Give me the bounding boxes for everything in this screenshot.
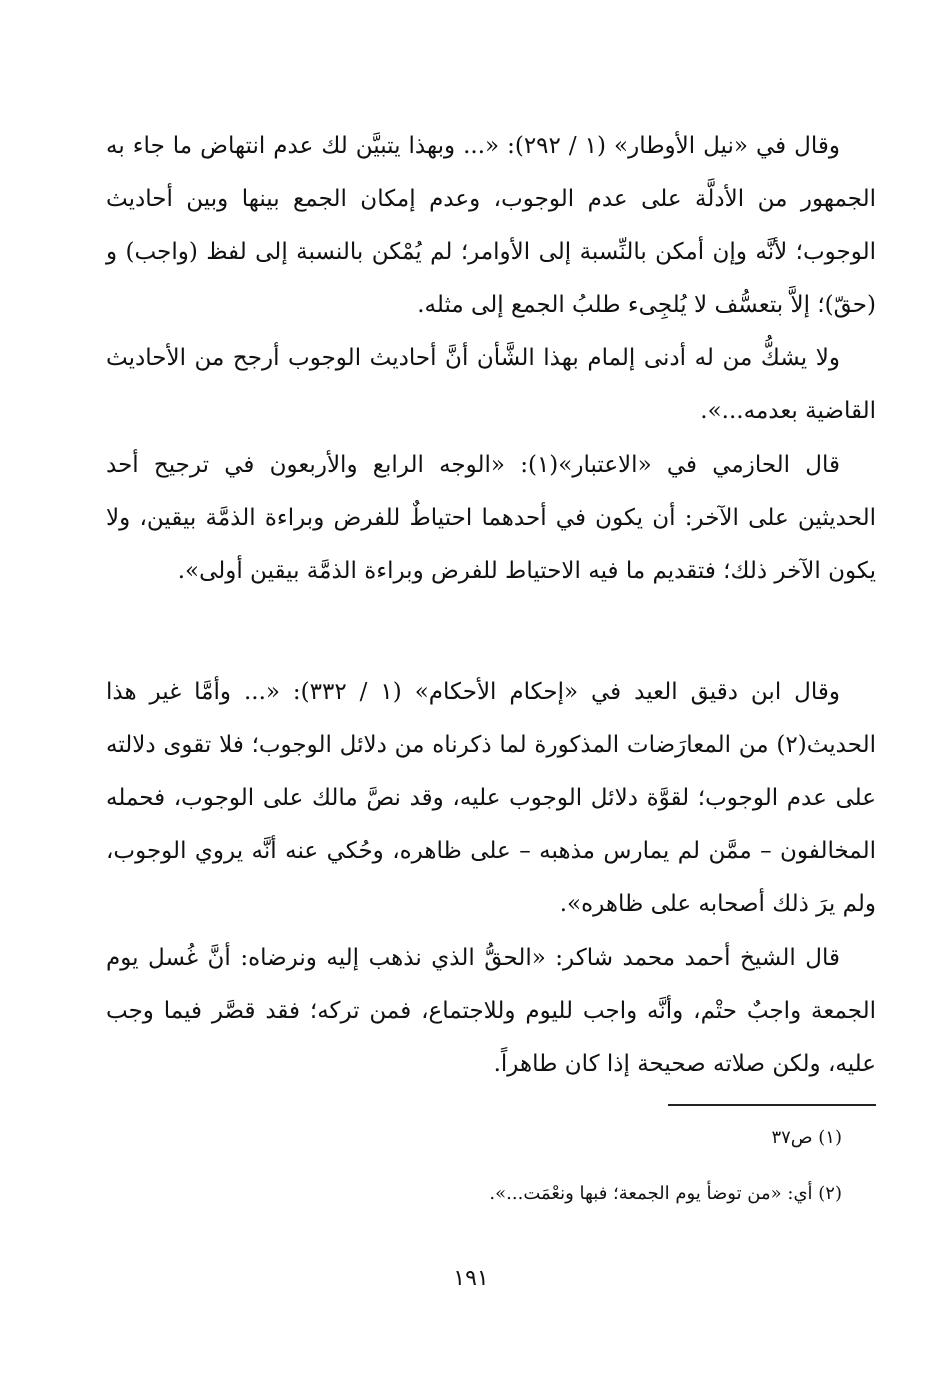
footnote-divider <box>668 1104 876 1106</box>
paragraph-hazimi-itibar-quote <box>106 439 876 598</box>
paragraph-text: قال الحازمي في «الاعتبار»(١): «الوجه الرابع والأربعون في ترجيح أحد الحديثين على الآخر: أن يكون في أحدهما احتياطٌ للفرض وبراءة الذمَّة بيقين، ولا يكون الآخر ذلك؛ فتقديم ما فيه الاحتياط للفرض وبراءة الذمَّة بيقين أولى». <box>106 452 876 584</box>
page-number: ١٩١ <box>453 1266 489 1291</box>
paragraph-wujub-hadith-preference <box>106 332 876 438</box>
paragraph-text: وقال في «نيل الأوطار» (١ / ٢٩٢): «... وبهذا يتبيَّن لك عدم انتهاض ما جاء به الجمهور من الأدلَّة على عدم الوجوب، وعدم إمكان الجمع بينها وبين أحاديث الوجوب؛ لأنَّه وإن أمكن بالنِّسبة إلى الأوامر؛ لم يُمْكن بالنسبة إلى لفظ (واجب) و (حقّ)؛ إلاَّ بتعسُّف لا يُلجِىء طلبُ الجمع إلى مثله. <box>106 133 876 318</box>
footnote-1: (١) ص٣٧ <box>771 1127 842 1148</box>
footnote-2: (٢) أي: «من توضأ يوم الجمعة؛ فبها ونعْمَت...». <box>489 1183 842 1204</box>
paragraph-text: ولا يشكُّ من له أدنى إلمام بهذا الشَّأن أنَّ أحاديث الوجوب أرجح من الأحاديث القاضية بعدمه...». <box>106 345 876 424</box>
paragraph-nayl-al-awtar-quote <box>106 120 876 332</box>
paragraph-ibn-daqiq-quote <box>106 666 876 931</box>
paragraph-text: قال الشيخ أحمد محمد شاكر: «الحقُّ الذي نذهب إليه ونرضاه: أنَّ غُسل يوم الجمعة واجبٌ حتْم، وأنَّه واجب لليوم وللاجتماع، فمن تركه؛ فقد قصَّر فيما وجب عليه، ولكن صلاته صحيحة إذا كان طاهراً. <box>106 945 876 1077</box>
paragraph-ahmad-shakir-quote <box>106 932 876 1091</box>
paragraph-text: وقال ابن دقيق العيد في «إحكام الأحكام» (١ / ٣٣٢): «... وأمَّا غير هذا الحديث(٢) من المعارَضات المذكورة لما ذكرناه من دلائل الوجوب؛ فلا تقوى دلالته على عدم الوجوب؛ لقوَّة دلائل الوجوب عليه، وقد نصَّ مالك على الوجوب، فحمله المخالفون – ممَّن لم يمارس مذهبه – على ظاهره، وحُكي عنه أنَّه يروي الوجوب، ولم يرَ ذلك أصحابه على ظاهره». <box>106 679 876 917</box>
